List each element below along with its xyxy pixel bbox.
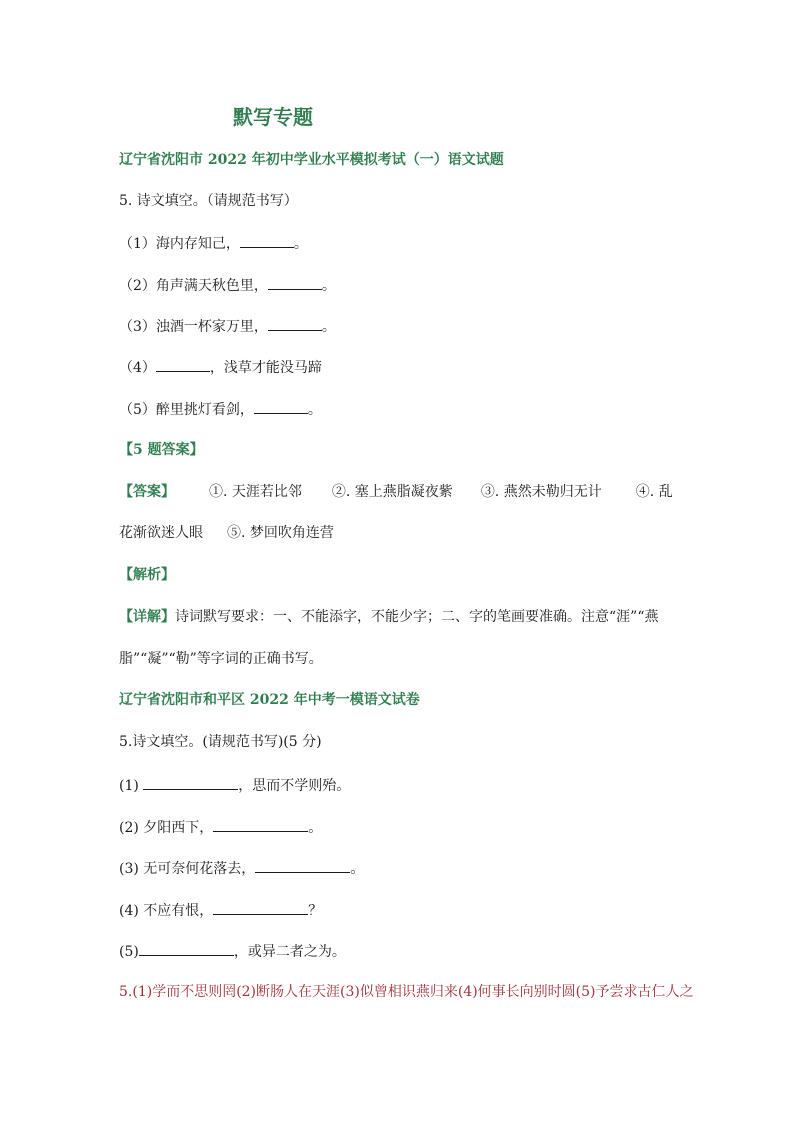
answer-5: ⑤. 梦回吹角连营 bbox=[227, 525, 334, 541]
detail-text-1: 诗词默写要求：一、不能添字，不能少字；二、字的笔画要准确。注意“涯”“燕 bbox=[175, 609, 659, 625]
answer-heading: 【5 题答案】 bbox=[119, 442, 204, 458]
blank-line bbox=[156, 357, 210, 372]
item-end: 。 bbox=[307, 402, 322, 418]
item-end: 。 bbox=[308, 820, 323, 836]
item-text: (5) bbox=[119, 944, 139, 960]
section1-item-1 bbox=[119, 233, 308, 253]
item-text: （2）角声满天秋色里， bbox=[119, 278, 268, 294]
item-text: （5）醉里挑灯看剑， bbox=[119, 402, 254, 418]
item-text: (4) 不应有恨， bbox=[119, 903, 214, 919]
blank-line bbox=[240, 233, 294, 248]
item-end: 。 bbox=[350, 861, 365, 877]
blank-line bbox=[268, 316, 322, 331]
page-title: 默写专题 bbox=[233, 105, 313, 129]
item-end: ，浅草才能没马蹄 bbox=[209, 360, 322, 376]
section2-item-3 bbox=[119, 858, 364, 878]
item-end: 。 bbox=[293, 236, 308, 252]
section1-item-2 bbox=[119, 275, 336, 295]
detail-line-2: 脂”“凝”“勒”等字词的正确书写。 bbox=[119, 651, 323, 667]
blank-line bbox=[213, 817, 308, 832]
item-end: 。 bbox=[321, 278, 336, 294]
answer-4-cont: 花渐欲迷人眼 bbox=[119, 525, 203, 541]
section2-heading: 辽宁省沈阳市和平区 2022 年中考一模语文试卷 bbox=[119, 692, 420, 708]
detail-label: 【详解】 bbox=[119, 609, 175, 625]
section2-answer: 5.(1)学而不思则罔(2)断肠人在天涯(3)似曾相识燕归来(4)何事长向别时圆(5)予尝求古仁人之 bbox=[119, 984, 694, 1000]
answer-line-1 bbox=[119, 483, 673, 501]
item-text: （1）海内存知己， bbox=[119, 236, 240, 252]
item-end: ？ bbox=[308, 903, 323, 919]
item-text: （4） bbox=[119, 360, 156, 376]
section2-item-1 bbox=[119, 775, 350, 795]
blank-line bbox=[213, 900, 308, 915]
detail-line-1 bbox=[119, 608, 658, 626]
answer-2: ②. 塞上燕脂凝夜紫 bbox=[331, 484, 453, 500]
section2-item-2 bbox=[119, 817, 322, 837]
answer-1: ①. 天涯若比邻 bbox=[209, 484, 302, 500]
item-end: ，思而不学则殆。 bbox=[238, 778, 351, 794]
item-text: (3) 无可奈何花落去， bbox=[119, 861, 256, 877]
blank-line bbox=[254, 399, 308, 414]
blank-line bbox=[268, 275, 322, 290]
blank-line bbox=[143, 775, 238, 790]
item-end: ，或异二者之为。 bbox=[233, 944, 346, 960]
blank-line bbox=[255, 858, 350, 873]
section1-question: 5. 诗文填空。（请规范书写） bbox=[119, 193, 298, 209]
answer-line-2 bbox=[119, 524, 334, 542]
blank-line bbox=[139, 941, 234, 956]
section2-item-4 bbox=[119, 900, 322, 920]
answer-label: 【答案】 bbox=[119, 484, 175, 500]
section1-item-4 bbox=[119, 357, 322, 377]
section1-item-3 bbox=[119, 316, 336, 336]
analysis-heading: 【解析】 bbox=[119, 567, 175, 583]
answer-3: ③. 燕然未勒归无计 bbox=[480, 484, 602, 500]
item-text: (1) bbox=[119, 778, 144, 794]
item-text: （3）浊酒一杯家万里， bbox=[119, 319, 268, 335]
item-end: 。 bbox=[321, 319, 336, 335]
item-text: (2) 夕阳西下， bbox=[119, 820, 214, 836]
answer-4: ④. 乱 bbox=[635, 484, 673, 500]
section2-item-5 bbox=[119, 941, 346, 961]
section2-question: 5.诗文填空。(请规范书写)(5 分) bbox=[119, 734, 322, 750]
section1-item-5 bbox=[119, 399, 322, 419]
section1-heading: 辽宁省沈阳市 2022 年初中学业水平模拟考试（一）语文试题 bbox=[119, 152, 504, 168]
